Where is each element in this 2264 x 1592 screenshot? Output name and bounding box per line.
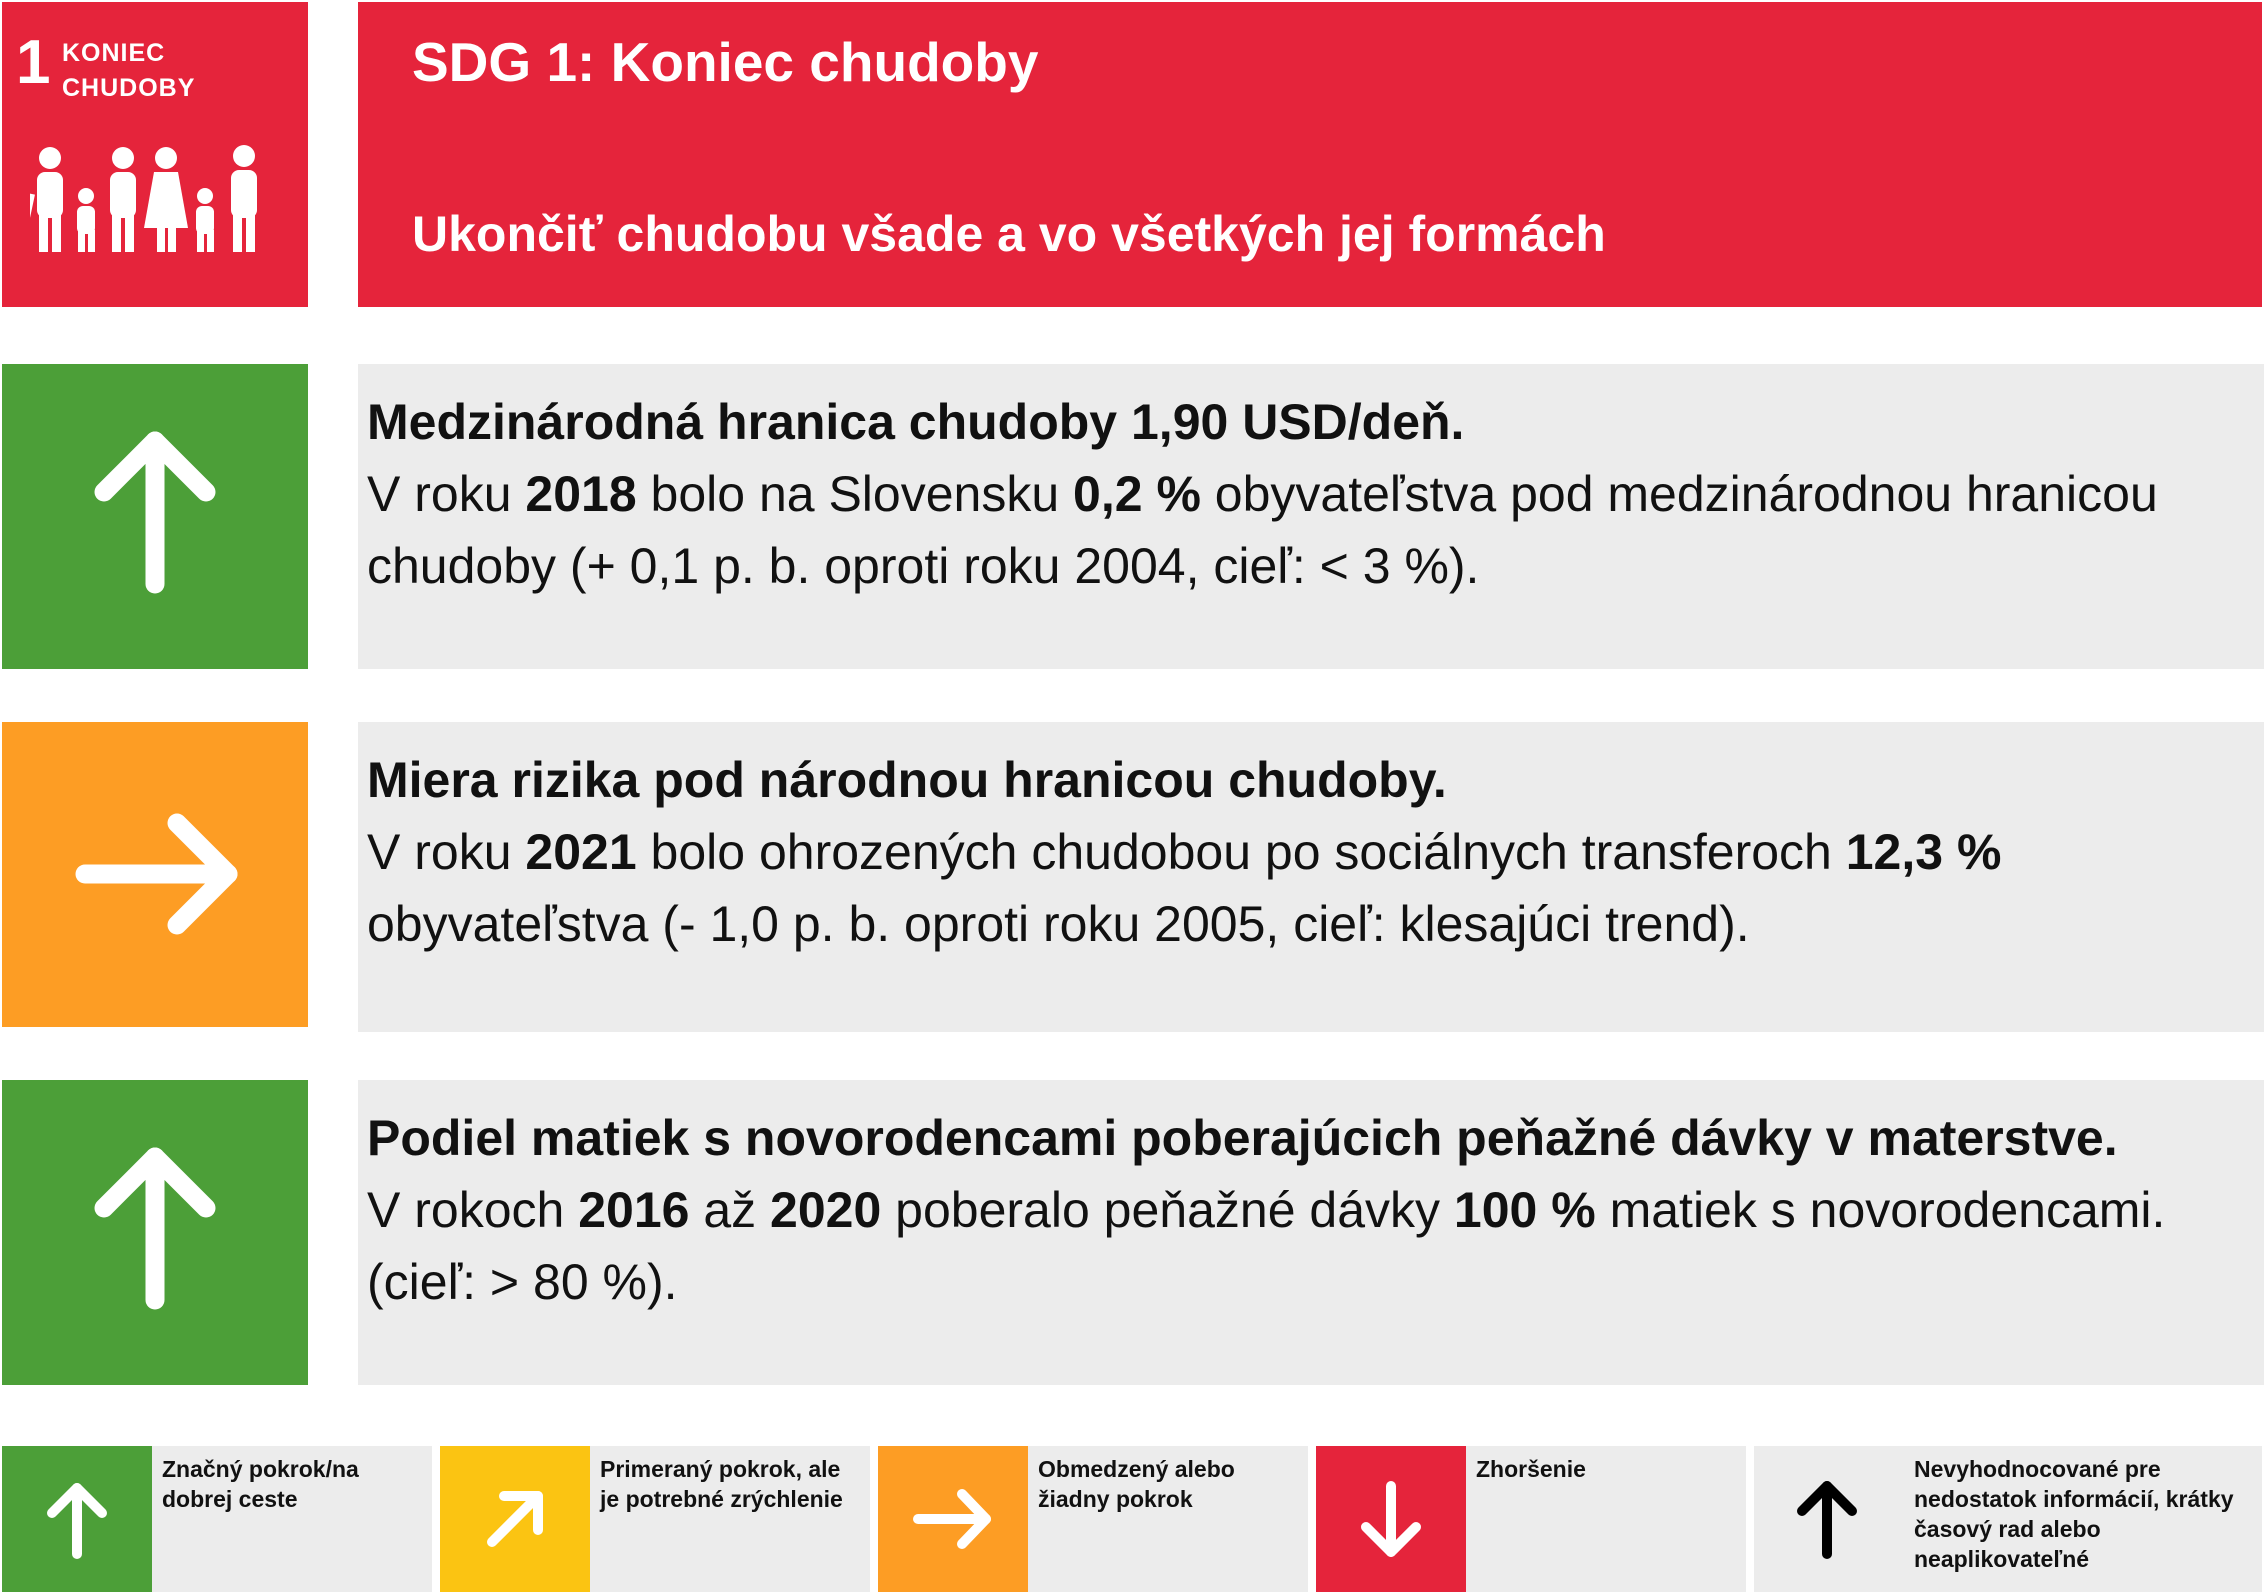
body-text: poberalo peňažné dávky [881,1182,1454,1238]
highlighted-value: 100 % [1453,1182,1596,1238]
indicator-heading: Medzinárodná hranica chudoby 1,90 USD/deň. [367,394,1465,450]
indicator-heading: Miera rizika pod národnou hranicou chudoby. [367,752,1447,808]
arrow-down-icon [1316,1446,1466,1592]
body-text: V rokoch [367,1182,579,1238]
body-text: matiek s novorodencami. (cieľ: > 80 %). [367,1182,2166,1310]
indicator-card-2 [358,722,2264,1032]
highlighted-value: 12,3 % [1845,824,2002,880]
page-subtitle: Ukončiť chudobu všade a vo všetkých jej formách [412,206,1606,262]
indicator-body [367,1174,2252,1318]
body-text: obyvateľstva (- 1,0 p. b. oproti roku 2005, cieľ: klesajúci trend). [367,896,1750,952]
arrow-up-icon [2,364,308,669]
indicator-body [367,458,2252,602]
legend-icon-deterioration [1316,1446,1466,1592]
highlighted-value: 2018 [525,466,637,522]
body-text: bolo ohrozených chudobou po sociálnych transferoch [636,824,1846,880]
legend-icon-significant-progress [2,1446,152,1592]
trend-indicator-1 [2,364,308,669]
legend-label: Zhoršenie [1466,1446,1746,1592]
header-banner [358,2,2262,307]
legend-label: Obmedzený alebo žiadny pokrok [1028,1446,1308,1592]
body-text: V roku [367,466,526,522]
legend-icon-limited-progress [878,1446,1028,1592]
family-icon [30,144,270,254]
legend-label: Primeraný pokrok, ale je potrebné zrýchlenie [590,1446,870,1592]
indicator-heading: Podiel matiek s novorodencami poberajúcich peňažné dávky v materstve. [367,1110,2118,1166]
indicator-card-1 [358,364,2264,669]
goal-name: KONIEC CHUDOBY [62,39,196,102]
sdg1-goal-icon [2,2,308,307]
arrow-right-icon [2,722,308,1027]
body-text: bolo na Slovensku [636,466,1074,522]
body-text: až [689,1182,771,1238]
legend-label: Značný pokrok/na dobrej ceste [152,1446,432,1592]
trend-indicator-3 [2,1080,308,1385]
body-text: V roku [367,824,526,880]
legend-icon-moderate-progress [440,1446,590,1592]
highlighted-value: 0,2 % [1073,466,1201,522]
body-text: obyvateľstva pod medzinárodnou hranicou chudoby (+ 0,1 p. b. oproti roku 2004, cieľ: < 3 %). [367,466,2158,594]
indicator-card-3 [358,1080,2264,1385]
arrow-right-icon [878,1446,1028,1592]
legend-icon-not-evaluated [1754,1446,1904,1592]
page-title: SDG 1: Koniec chudoby [412,31,1039,93]
arrow-up-icon [2,1080,308,1385]
legend-label: Nevyhodnocované pre nedostatok informácií, krátky časový rad alebo neaplikovateľné [1904,1446,2262,1592]
arrow-up-black-icon [1754,1446,1904,1592]
highlighted-value: 2021 [525,824,637,880]
highlighted-value: 2016 [578,1182,690,1238]
arrow-up-icon [2,1446,152,1592]
arrow-up-right-icon [440,1446,590,1592]
indicator-body [367,816,2252,960]
goal-number: 1 [16,28,51,97]
trend-indicator-2 [2,722,308,1027]
highlighted-value: 2020 [770,1182,882,1238]
